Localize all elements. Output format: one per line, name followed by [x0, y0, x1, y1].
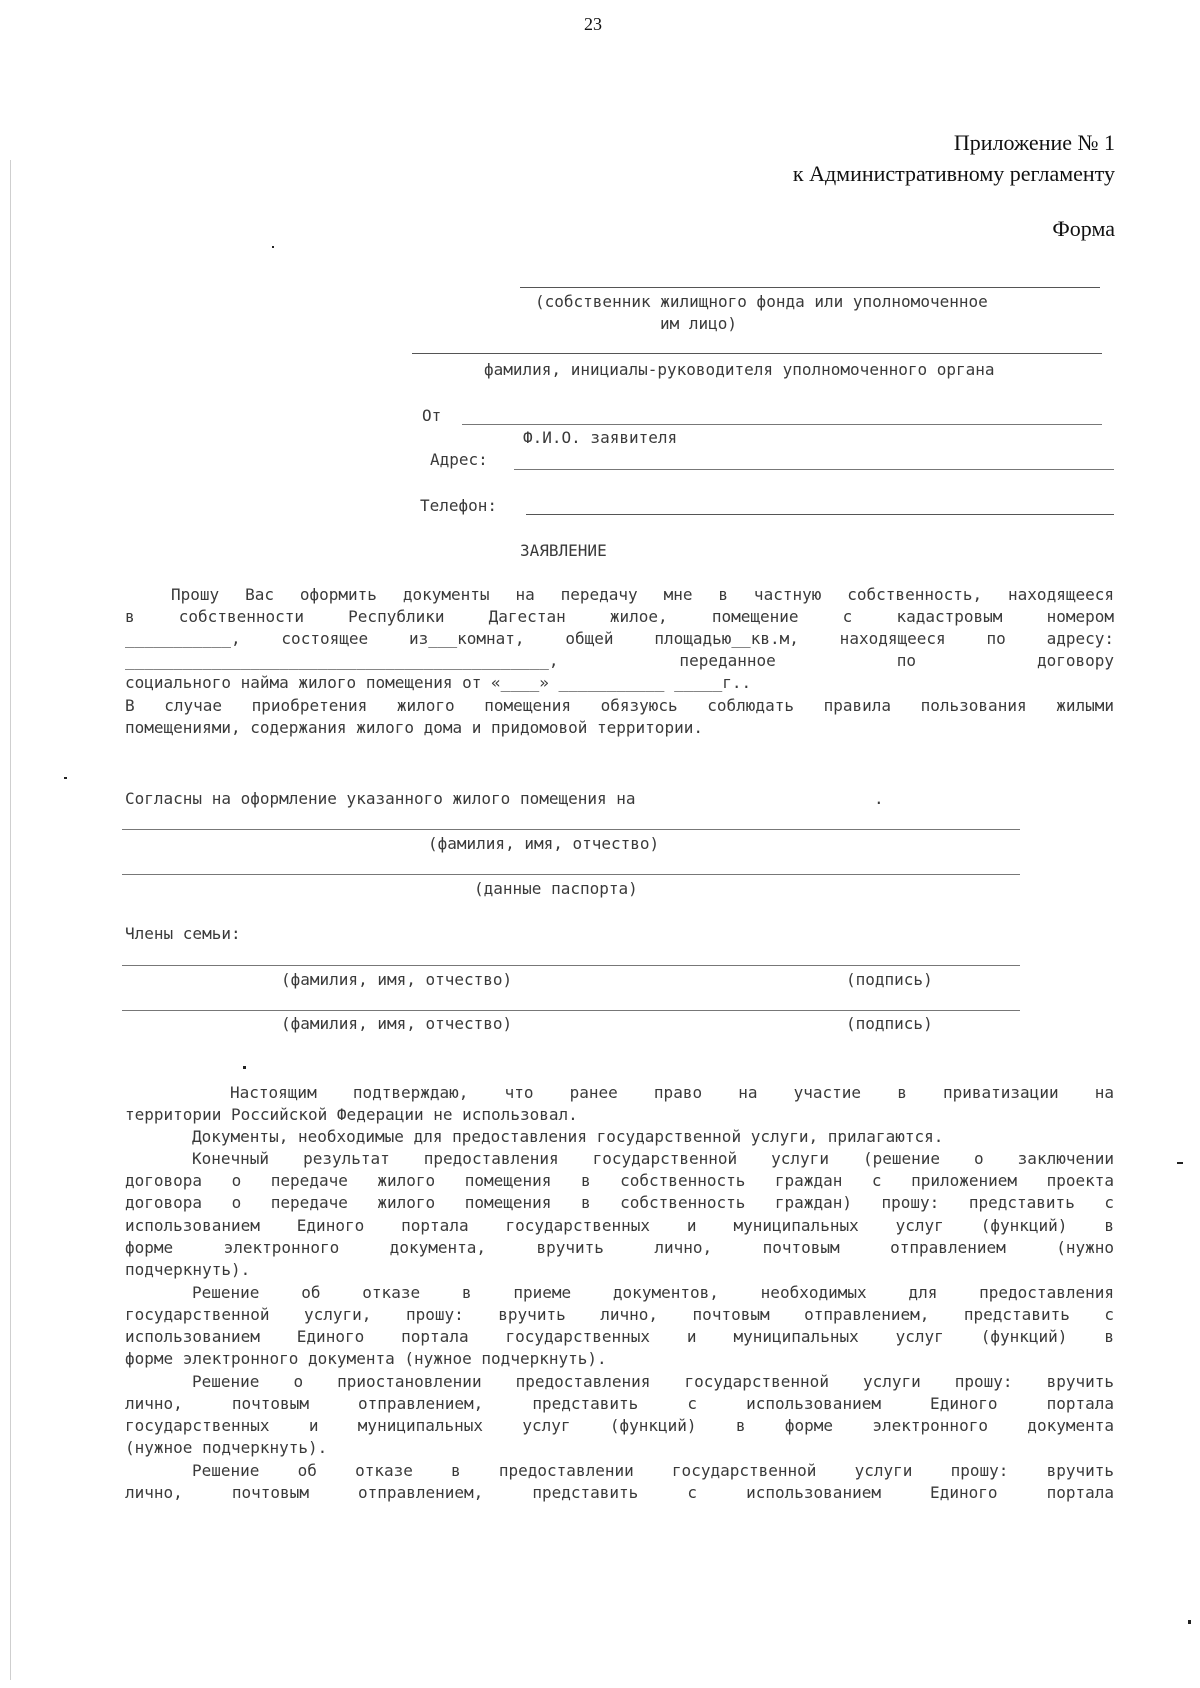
owner-caption-1: (собственник жилищного фонда или уполномоченное — [535, 292, 988, 311]
page-number: 23 — [584, 14, 602, 34]
family-row-1-line — [122, 965, 1020, 966]
request-line-2: в собственности Республики Дагестан жилое, помещение с кадастровым номером — [125, 607, 1114, 626]
head-caption: фамилия, инициалы-руководителя уполномоченного органа — [484, 360, 995, 379]
confirm-p4-line-4: форме электронного документа (нужное подчеркнуть). — [125, 1349, 607, 1368]
confirm-p3-line-6: подчеркнуть). — [125, 1260, 251, 1279]
confirm-p1-line-1: Настоящим подтверждаю, что ранее право на участие в приватизации на — [230, 1083, 1114, 1102]
owner-line — [520, 287, 1100, 288]
scan-edge-line — [10, 160, 11, 1680]
regulation-subtitle: к Административному регламенту — [792, 161, 1115, 186]
confirm-p4-line-2: государственной услуги, прошу: вручить лично, почтовым отправлением, представить с — [125, 1305, 1114, 1324]
document-title: ЗАЯВЛЕНИЕ — [520, 541, 607, 560]
form-label: Форма — [1052, 216, 1115, 241]
family-row-1-signature: (подпись) — [846, 970, 933, 989]
consent-label: Согласны на оформление указанного жилого помещения на — [125, 789, 636, 808]
request-line-5: социального найма жилого помещения от «____» ___________ _____г.. — [125, 673, 752, 692]
confirm-p3-line-3: договора о передаче жилого помещения в собственность граждан) прошу: представить с — [125, 1193, 1114, 1212]
request-line-7: помещениями, содержания жилого дома и придомовой территории. — [125, 718, 703, 737]
applicant-caption: Ф.И.О. заявителя — [523, 428, 678, 447]
family-row-1-fio: (фамилия, имя, отчество) — [281, 970, 513, 989]
phone-label: Телефон: — [420, 496, 498, 515]
confirm-p6-line-2: лично, почтовым отправлением, представить с использованием Единого портала — [125, 1483, 1114, 1502]
request-line-4: ____________________________________________, переданное по договору — [125, 651, 1114, 670]
confirm-p2-line-1: Документы, необходимые для предоставления государственной услуги, прилагаются. — [192, 1127, 944, 1146]
owner-caption-2: им лицо) — [660, 314, 738, 333]
request-line-6: В случае приобретения жилого помещения обязуюсь соблюдать правила пользования жилыми — [125, 696, 1114, 715]
consent-fio-caption: (фамилия, имя, отчество) — [428, 834, 660, 853]
from-line — [462, 424, 1102, 425]
confirm-p4-line-3: использованием Единого портала государственных и муниципальных услуг (функций) в — [125, 1327, 1114, 1346]
confirm-p3-line-2: договора о передаче жилого помещения в собственность граждан с приложением проекта — [125, 1171, 1114, 1190]
confirm-p3-line-1: Конечный результат предоставления государственной услуги (решение о заключении — [192, 1149, 1114, 1168]
family-row-2-line — [122, 1010, 1020, 1011]
request-line-3: ___________, состоящее из___комнат, общей площадью__кв.м, находящееся по адресу: — [125, 629, 1114, 648]
confirm-p5-line-3: государственных и муниципальных услуг (функций) в форме электронного документа — [125, 1416, 1114, 1435]
scan-speck — [243, 1066, 246, 1069]
scan-speck — [64, 777, 67, 779]
consent-passport-caption: (данные паспорта) — [474, 879, 638, 898]
request-line-1: Прошу Вас оформить документы на передачу мне в частную собственность, находящееся — [171, 585, 1114, 604]
address-label: Адрес: — [430, 450, 488, 469]
address-line — [514, 469, 1114, 470]
from-label: От — [422, 406, 442, 425]
confirm-p3-line-4: использованием Единого портала государственных и муниципальных услуг (функций) в — [125, 1216, 1114, 1235]
confirm-p5-line-4: (нужное подчеркнуть). — [125, 1438, 328, 1457]
confirm-p3-line-5: форме электронного документа, вручить лично, почтовым отправлением (нужно — [125, 1238, 1114, 1257]
phone-line — [526, 514, 1114, 515]
scan-speck — [1188, 1620, 1191, 1624]
confirm-p4-line-1: Решение об отказе в приеме документов, необходимых для предоставления — [192, 1283, 1114, 1302]
scan-speck — [272, 246, 274, 248]
family-row-2-signature: (подпись) — [846, 1014, 933, 1033]
confirm-p5-line-2: лично, почтовым отправлением, представить с использованием Единого портала — [125, 1394, 1114, 1413]
scan-speck — [1177, 1162, 1183, 1164]
appendix-title: Приложение № 1 — [953, 130, 1115, 155]
consent-fio-line — [122, 829, 1020, 830]
confirm-p6-line-1: Решение об отказе в предоставлении государственной услуги прошу: вручить — [192, 1461, 1114, 1480]
consent-passport-line — [122, 874, 1020, 875]
confirm-p1-line-2: территории Российской Федерации не использовал. — [125, 1105, 578, 1124]
family-row-2-fio: (фамилия, имя, отчество) — [281, 1014, 513, 1033]
confirm-p5-line-1: Решение о приостановлении предоставления государственной услуги прошу: вручить — [192, 1372, 1114, 1391]
consent-dot: . — [874, 789, 884, 808]
head-line — [412, 353, 1102, 354]
family-label: Члены семьи: — [125, 924, 241, 943]
